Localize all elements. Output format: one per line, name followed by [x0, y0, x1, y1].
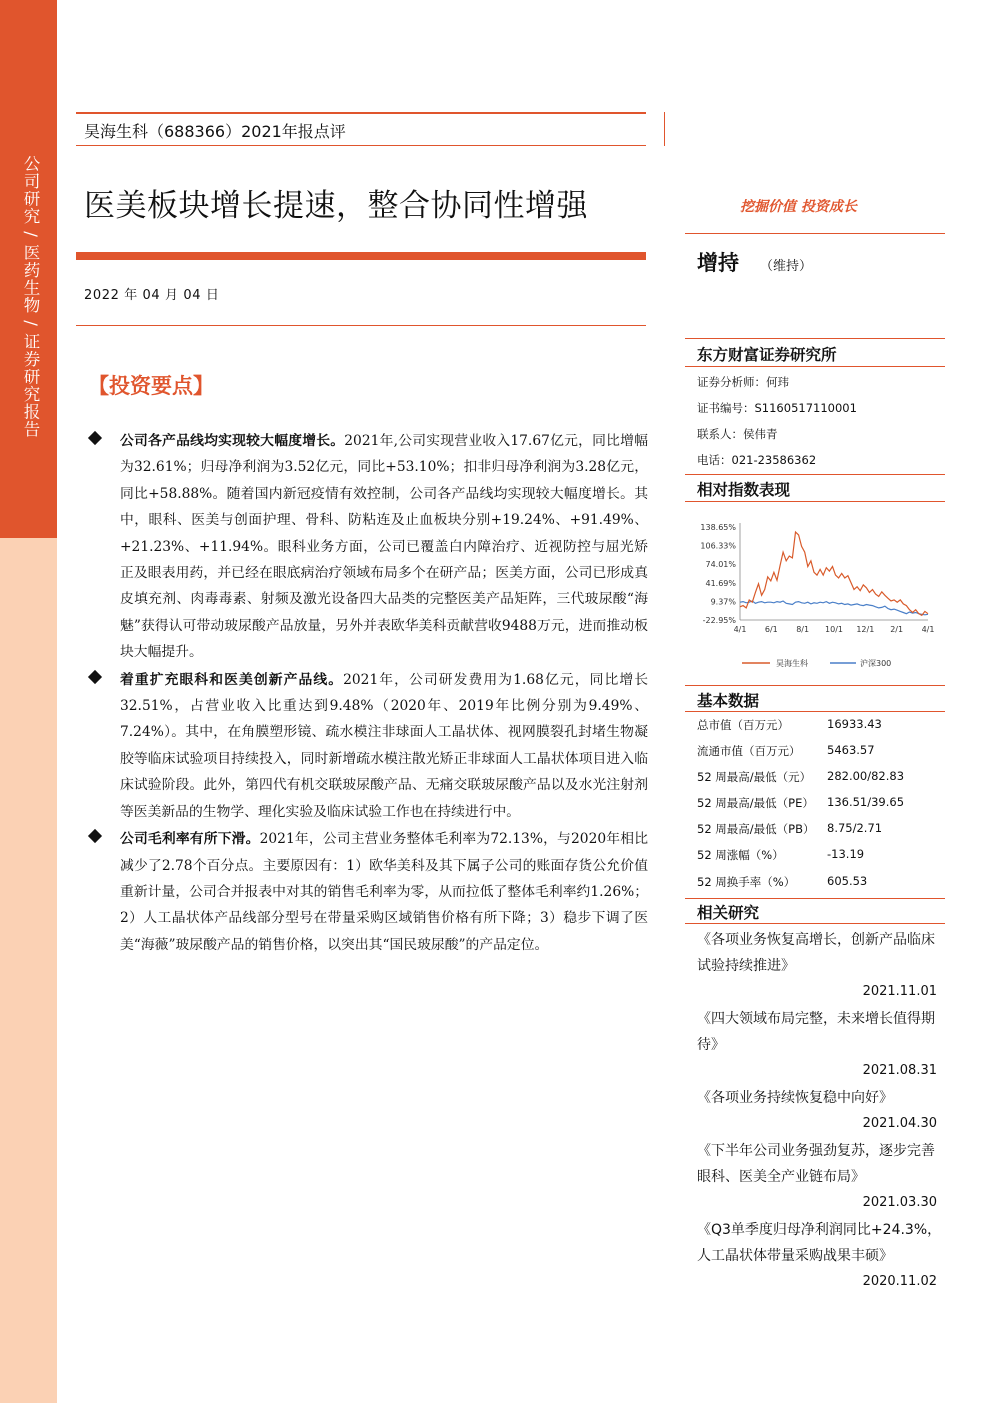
contact-person: 联系人：侯伟青 [697, 427, 778, 441]
report-date-stamp: 2021.08.31 [862, 1063, 937, 1078]
x-tick-label: 12/1 [856, 625, 875, 634]
report-title[interactable]: 《各项业务恢复高增长，创新产品临床试验持续推进》 [697, 932, 935, 974]
report-date-stamp: 2021.03.30 [862, 1195, 937, 1210]
related-research-list [697, 927, 945, 1296]
series-line [740, 601, 928, 615]
institute-name: 东方财富证券研究所 [697, 346, 837, 364]
highlight-heading: 着重扩充眼科和医美创新产品线。 [120, 671, 344, 688]
section-title-investment-highlights: 【投资要点】 [88, 373, 214, 398]
highlight-item [88, 428, 648, 666]
x-tick-label: 2/1 [890, 625, 904, 634]
header-bottom-rule [76, 145, 646, 146]
rating-status: （维持） [760, 259, 813, 274]
report-date-stamp: 2020.11.02 [862, 1274, 937, 1289]
report-title[interactable]: 《各项业务持续恢复稳中向好》 [697, 1090, 893, 1106]
header-top-rule [76, 112, 646, 114]
rating: 增持 [697, 251, 739, 275]
data-label: 52 周涨幅（%） [697, 848, 784, 863]
data-value: 5463.57 [827, 743, 875, 758]
report-date-stamp: 2021.11.01 [862, 984, 937, 999]
data-row [697, 790, 945, 816]
right-rule [685, 501, 945, 502]
basic-data-table [697, 712, 945, 895]
right-rule [685, 338, 945, 339]
chart-heading: 相对指数表现 [697, 481, 791, 499]
report-date: 2022 年 04 月 04 日 [84, 288, 220, 303]
header-divider [664, 112, 665, 146]
title-accent-bar [76, 252, 646, 260]
data-row [697, 869, 945, 895]
data-label: 52 周最高/最低（PE） [697, 796, 814, 811]
slogan: 挖掘价值 投资成长 [740, 199, 857, 215]
sidebar-lower [0, 538, 57, 1403]
data-row [697, 816, 945, 842]
data-value: -13.19 [827, 847, 865, 862]
right-rule [685, 923, 945, 924]
data-label: 52 周最高/最低（PB） [697, 822, 815, 837]
right-rule [685, 898, 945, 899]
data-label: 流通市值（百万元） [697, 744, 801, 759]
report-item[interactable] [697, 1006, 945, 1084]
certificate-number: 证书编号：S1160517110001 [697, 401, 857, 415]
highlight-heading: 公司毛利率有所下滑。 [120, 831, 260, 848]
report-item[interactable] [697, 1085, 945, 1137]
investment-highlights [88, 428, 648, 959]
related-research-heading: 相关研究 [697, 904, 760, 922]
report-item[interactable] [697, 927, 945, 1005]
sidebar-category-label: 公司研究 / 医药生物 / 证券研究报告 [21, 155, 40, 439]
highlight-item [88, 826, 648, 958]
report-title[interactable]: 《Q3单季度归母净利润同比+24.3%，人工晶状体带量采购战果丰硕》 [697, 1222, 942, 1264]
basic-data-heading: 基本数据 [697, 692, 760, 710]
data-row [697, 764, 945, 790]
data-row [697, 842, 945, 868]
data-value: 16933.43 [827, 717, 882, 731]
x-tick-label: 4/1 [921, 625, 935, 634]
analyst-name: 证券分析师：何玮 [697, 375, 789, 389]
y-tick-label: 106.33% [700, 541, 736, 551]
highlight-body: 2021年，公司研发费用为1.68亿元，同比增长32.51%，占营业收入比重达到9.48%（2020年、2019年比例分别为9.49%、7.24%）。其中，在角膜塑形镜、疏水模注非球面人工晶状体、视网膜裂孔封堵生物凝胶等临床试验项目持续投入，同时新增疏水模注散光矫正非球面人工晶状体项目进入临床试验阶段。此外，第四代有机交联玻尿酸产品、无痛交联玻尿酸产品以及水光注射剂等医美新品的生物学、理化实验及临床试验工作也在持续进行中。 [120, 671, 648, 820]
page-title: 医美板块增长提速，整合协同性增强 [84, 188, 588, 224]
highlight-heading: 公司各产品线均实现较大幅度增长。 [120, 433, 345, 449]
diamond-bullet-icon [88, 670, 102, 684]
data-row [697, 712, 945, 738]
report-item[interactable] [697, 1138, 945, 1216]
highlight-body: 2021年,公司实现营业收入17.67亿元，同比增幅为32.61%；归母净利润为3.52亿元，同比+53.10%；扣非归母净利润为3.28亿元，同比+58.88%。随着国内新冠疫情有效控制，公司各产品线均实现较大幅度增长。其中，眼科、医美与创面护理、骨科、防粘连及止血板块分别+19.24%、+91.49%、+21.23%、+11.94%。眼科业务方面，公司已覆盖白内障治疗、近视防控与屈光矫正及眼表用药，并已经在眼底病治疗领域布局多个在研产品；医美方面，公司已形成真皮填充剂、肉毒毒素、射频及激光设备四大品类的完整医美产品矩阵，三代玻尿酸“海魅”获得认可带动玻尿酸产品放量，另外并表欧华美科贡献营收9488万元，进而推动板块大幅提升。 [120, 433, 648, 661]
data-value: 136.51/39.65 [827, 795, 905, 810]
highlight-item [88, 667, 648, 825]
x-tick-label: 4/1 [733, 625, 747, 634]
data-value: 8.75/2.71 [827, 821, 883, 836]
report-title[interactable]: 《四大领域布局完整，未来增长值得期待》 [697, 1011, 935, 1053]
diamond-bullet-icon [88, 829, 102, 843]
highlight-body: 2021年，公司主营业务整体毛利率为72.13%，与2020年相比减少了2.78个百分点。主要原因有：1）欧华美科及其下属子公司的账面存货公允价值重新计量，公司合并报表中对其的销售毛利率为零，从而拉低了整体毛利率约1.26%；2）人工晶状体产品线部分型号在带量采购区域销售价格有所下降；3）稳步下调了医美“海薇”玻尿酸产品的销售价格，以突出其“国民玻尿酸”的产品定位。 [120, 831, 648, 953]
data-label: 52 周换手率（%） [697, 874, 796, 889]
relative-index-chart [690, 510, 946, 680]
report-date-stamp: 2021.04.30 [862, 1116, 937, 1131]
report-item[interactable] [697, 1217, 945, 1295]
right-rule [685, 685, 945, 686]
report-header-title: 昊海生科（688366）2021年报点评 [84, 122, 346, 141]
y-tick-label: 9.37% [710, 597, 736, 607]
data-label: 总市值（百万元） [697, 718, 789, 732]
report-title[interactable]: 《下半年公司业务强劲复苏，逐步完善眼科、医美全产业链布局》 [697, 1143, 935, 1185]
right-rule [685, 474, 945, 475]
right-rule [685, 233, 945, 234]
x-tick-label: 8/1 [796, 625, 810, 634]
x-tick-label: 10/1 [825, 625, 843, 634]
legend-label: 沪深300 [860, 659, 892, 668]
diamond-bullet-icon [88, 431, 102, 445]
legend-label: 昊海生科 [776, 659, 808, 668]
data-value: 605.53 [827, 873, 868, 888]
data-row [697, 738, 945, 764]
data-value: 282.00/82.83 [827, 769, 905, 784]
phone-number: 电话：021-23586362 [697, 453, 817, 467]
y-tick-label: 41.69% [705, 578, 736, 588]
y-tick-label: -22.95% [702, 616, 736, 625]
date-rule [76, 325, 646, 326]
y-tick-label: 138.65% [700, 523, 736, 532]
x-tick-label: 6/1 [764, 625, 778, 634]
y-tick-label: 74.01% [705, 560, 736, 570]
right-rule [685, 366, 945, 367]
data-label: 52 周最高/最低（元） [697, 770, 812, 785]
